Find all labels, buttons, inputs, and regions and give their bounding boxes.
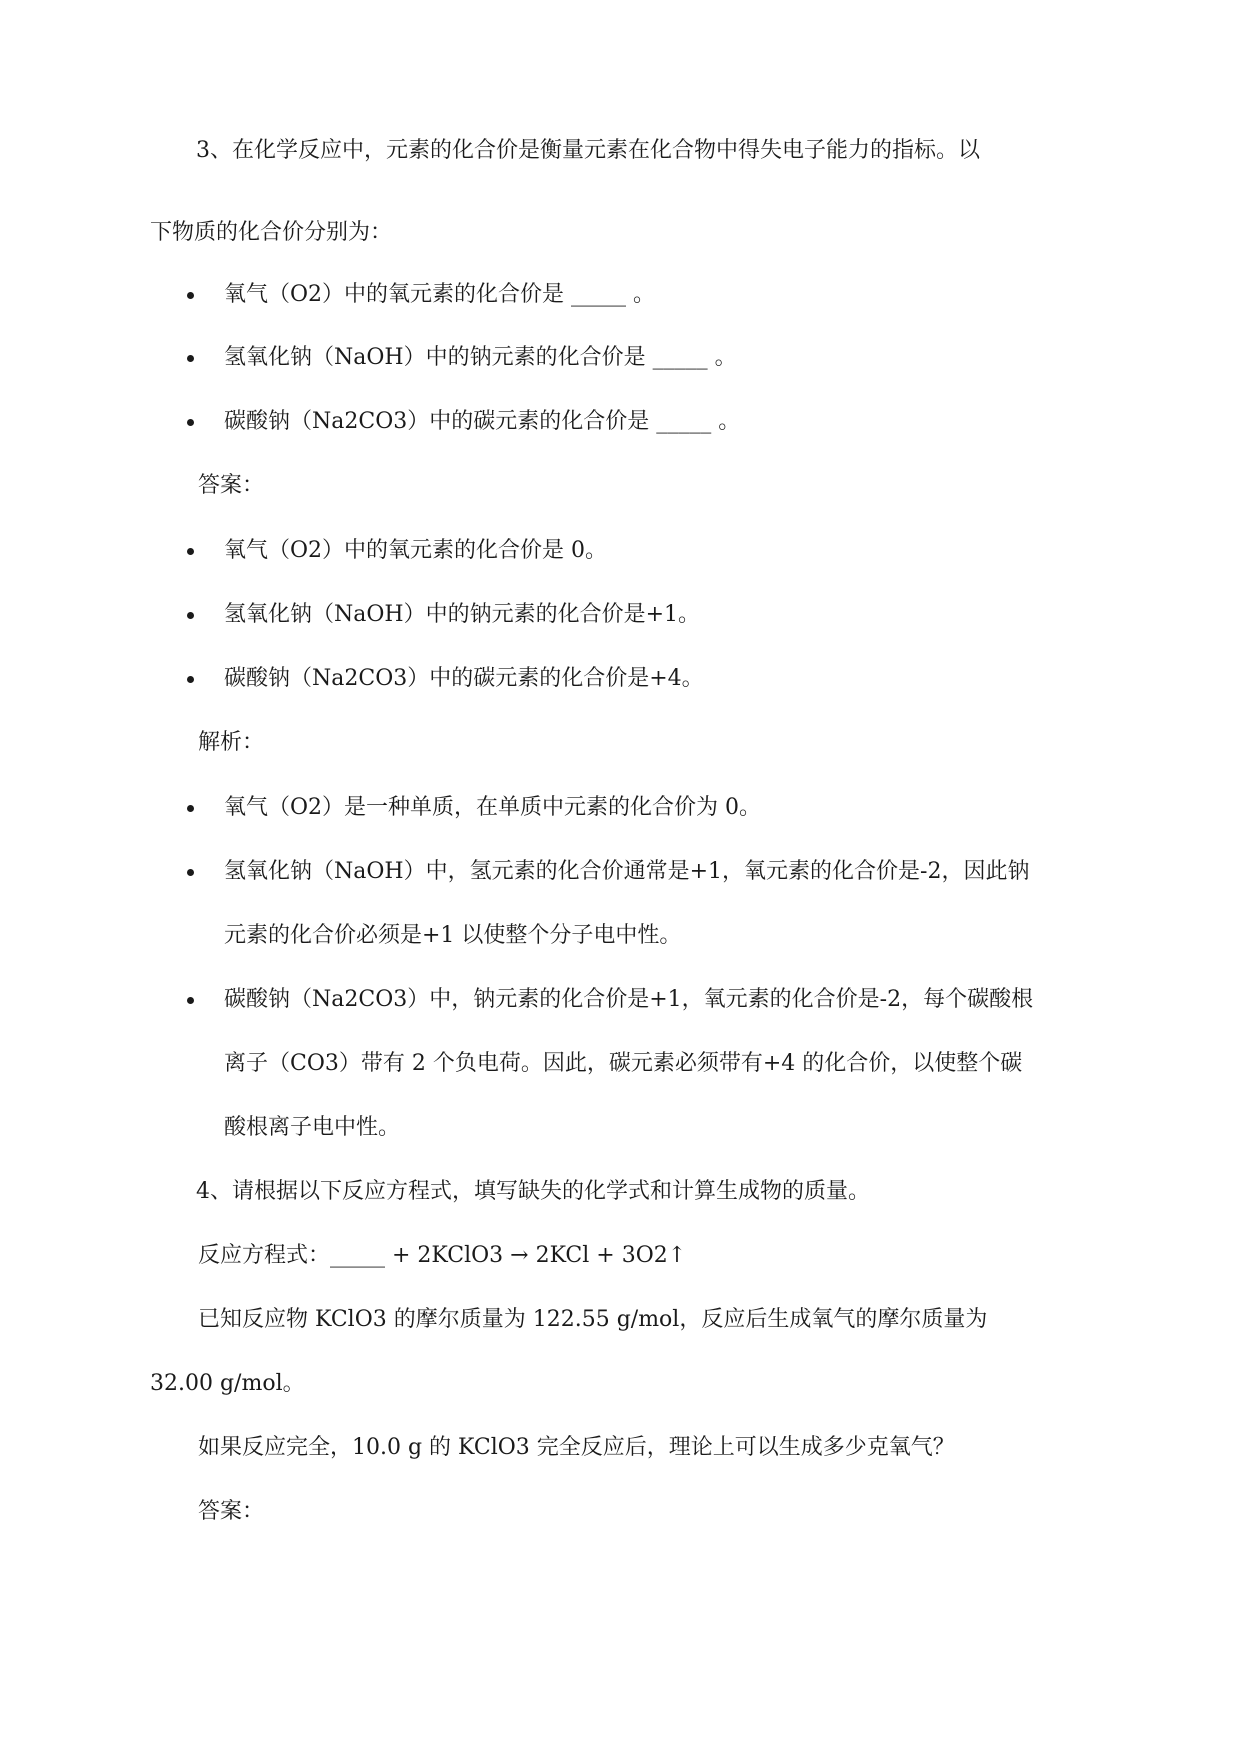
q3-item-naoh: 氢氧化钠（NaOH）中的钠元素的化合价是 _____ 。 [224, 345, 737, 370]
q4-molar-line1: 已知反应物 KClO3 的摩尔质量为 122.55 g/mol，反应后生成氧气的摩尔质量为 [198, 1307, 988, 1332]
bullet-icon [187, 292, 194, 299]
q4-answer-label: 答案： [198, 1499, 265, 1524]
q4-title: 4、请根据以下反应方程式，填写缺失的化学式和计算生成物的质量。 [196, 1179, 870, 1204]
q4-question: 如果反应完全，10.0 g 的 KClO3 完全反应后，理论上可以生成多少克氧气？ [198, 1435, 955, 1460]
bullet-icon [187, 355, 194, 362]
bullet-icon [187, 548, 194, 555]
bullet-icon [187, 676, 194, 683]
q3-analysis-na2co3-line3: 酸根离子电中性。 [224, 1115, 401, 1140]
bullet-icon [187, 612, 194, 619]
q4-molar-line2: 32.00 g/mol。 [150, 1371, 305, 1396]
q3-intro-line1: 3、在化学反应中，元素的化合价是衡量元素在化合物中得失电子能力的指标。以 [196, 138, 980, 163]
q3-item-na2co3: 碳酸钠（Na2CO3）中的碳元素的化合价是 _____ 。 [224, 409, 741, 434]
bullet-icon [187, 805, 194, 812]
q3-answer-na2co3: 碳酸钠（Na2CO3）中的碳元素的化合价是+4。 [224, 666, 704, 691]
q3-analysis-na2co3-line1: 碳酸钠（Na2CO3）中，钠元素的化合价是+1，氧元素的化合价是-2，每个碳酸根 [224, 987, 1034, 1012]
q4-equation: 反应方程式：_____ + 2KClO3 → 2KCl + 3O2↑ [198, 1243, 687, 1268]
q3-analysis-naoh-line2: 元素的化合价必须是+1 以使整个分子电中性。 [224, 923, 682, 948]
bullet-icon [187, 869, 194, 876]
bullet-icon [187, 419, 194, 426]
q3-analysis-label: 解析： [198, 730, 265, 755]
q3-analysis-na2co3-line2: 离子（CO3）带有 2 个负电荷。因此，碳元素必须带有+4 的化合价，以使整个碳 [224, 1051, 1023, 1076]
q3-intro-line2: 下物质的化合价分别为： [150, 220, 393, 245]
q3-analysis-oxygen: 氧气（O2）是一种单质，在单质中元素的化合价为 0。 [224, 795, 762, 820]
q3-answer-oxygen: 氧气（O2）中的氧元素的化合价是 0。 [224, 538, 608, 563]
q3-answer-label: 答案： [198, 473, 265, 498]
q3-item-oxygen: 氧气（O2）中的氧元素的化合价是 _____ 。 [224, 282, 656, 307]
bullet-icon [187, 997, 194, 1004]
q3-answer-naoh: 氢氧化钠（NaOH）中的钠元素的化合价是+1。 [224, 602, 701, 627]
q3-analysis-naoh-line1: 氢氧化钠（NaOH）中，氢元素的化合价通常是+1，氧元素的化合价是-2，因此钠 [224, 859, 1030, 884]
